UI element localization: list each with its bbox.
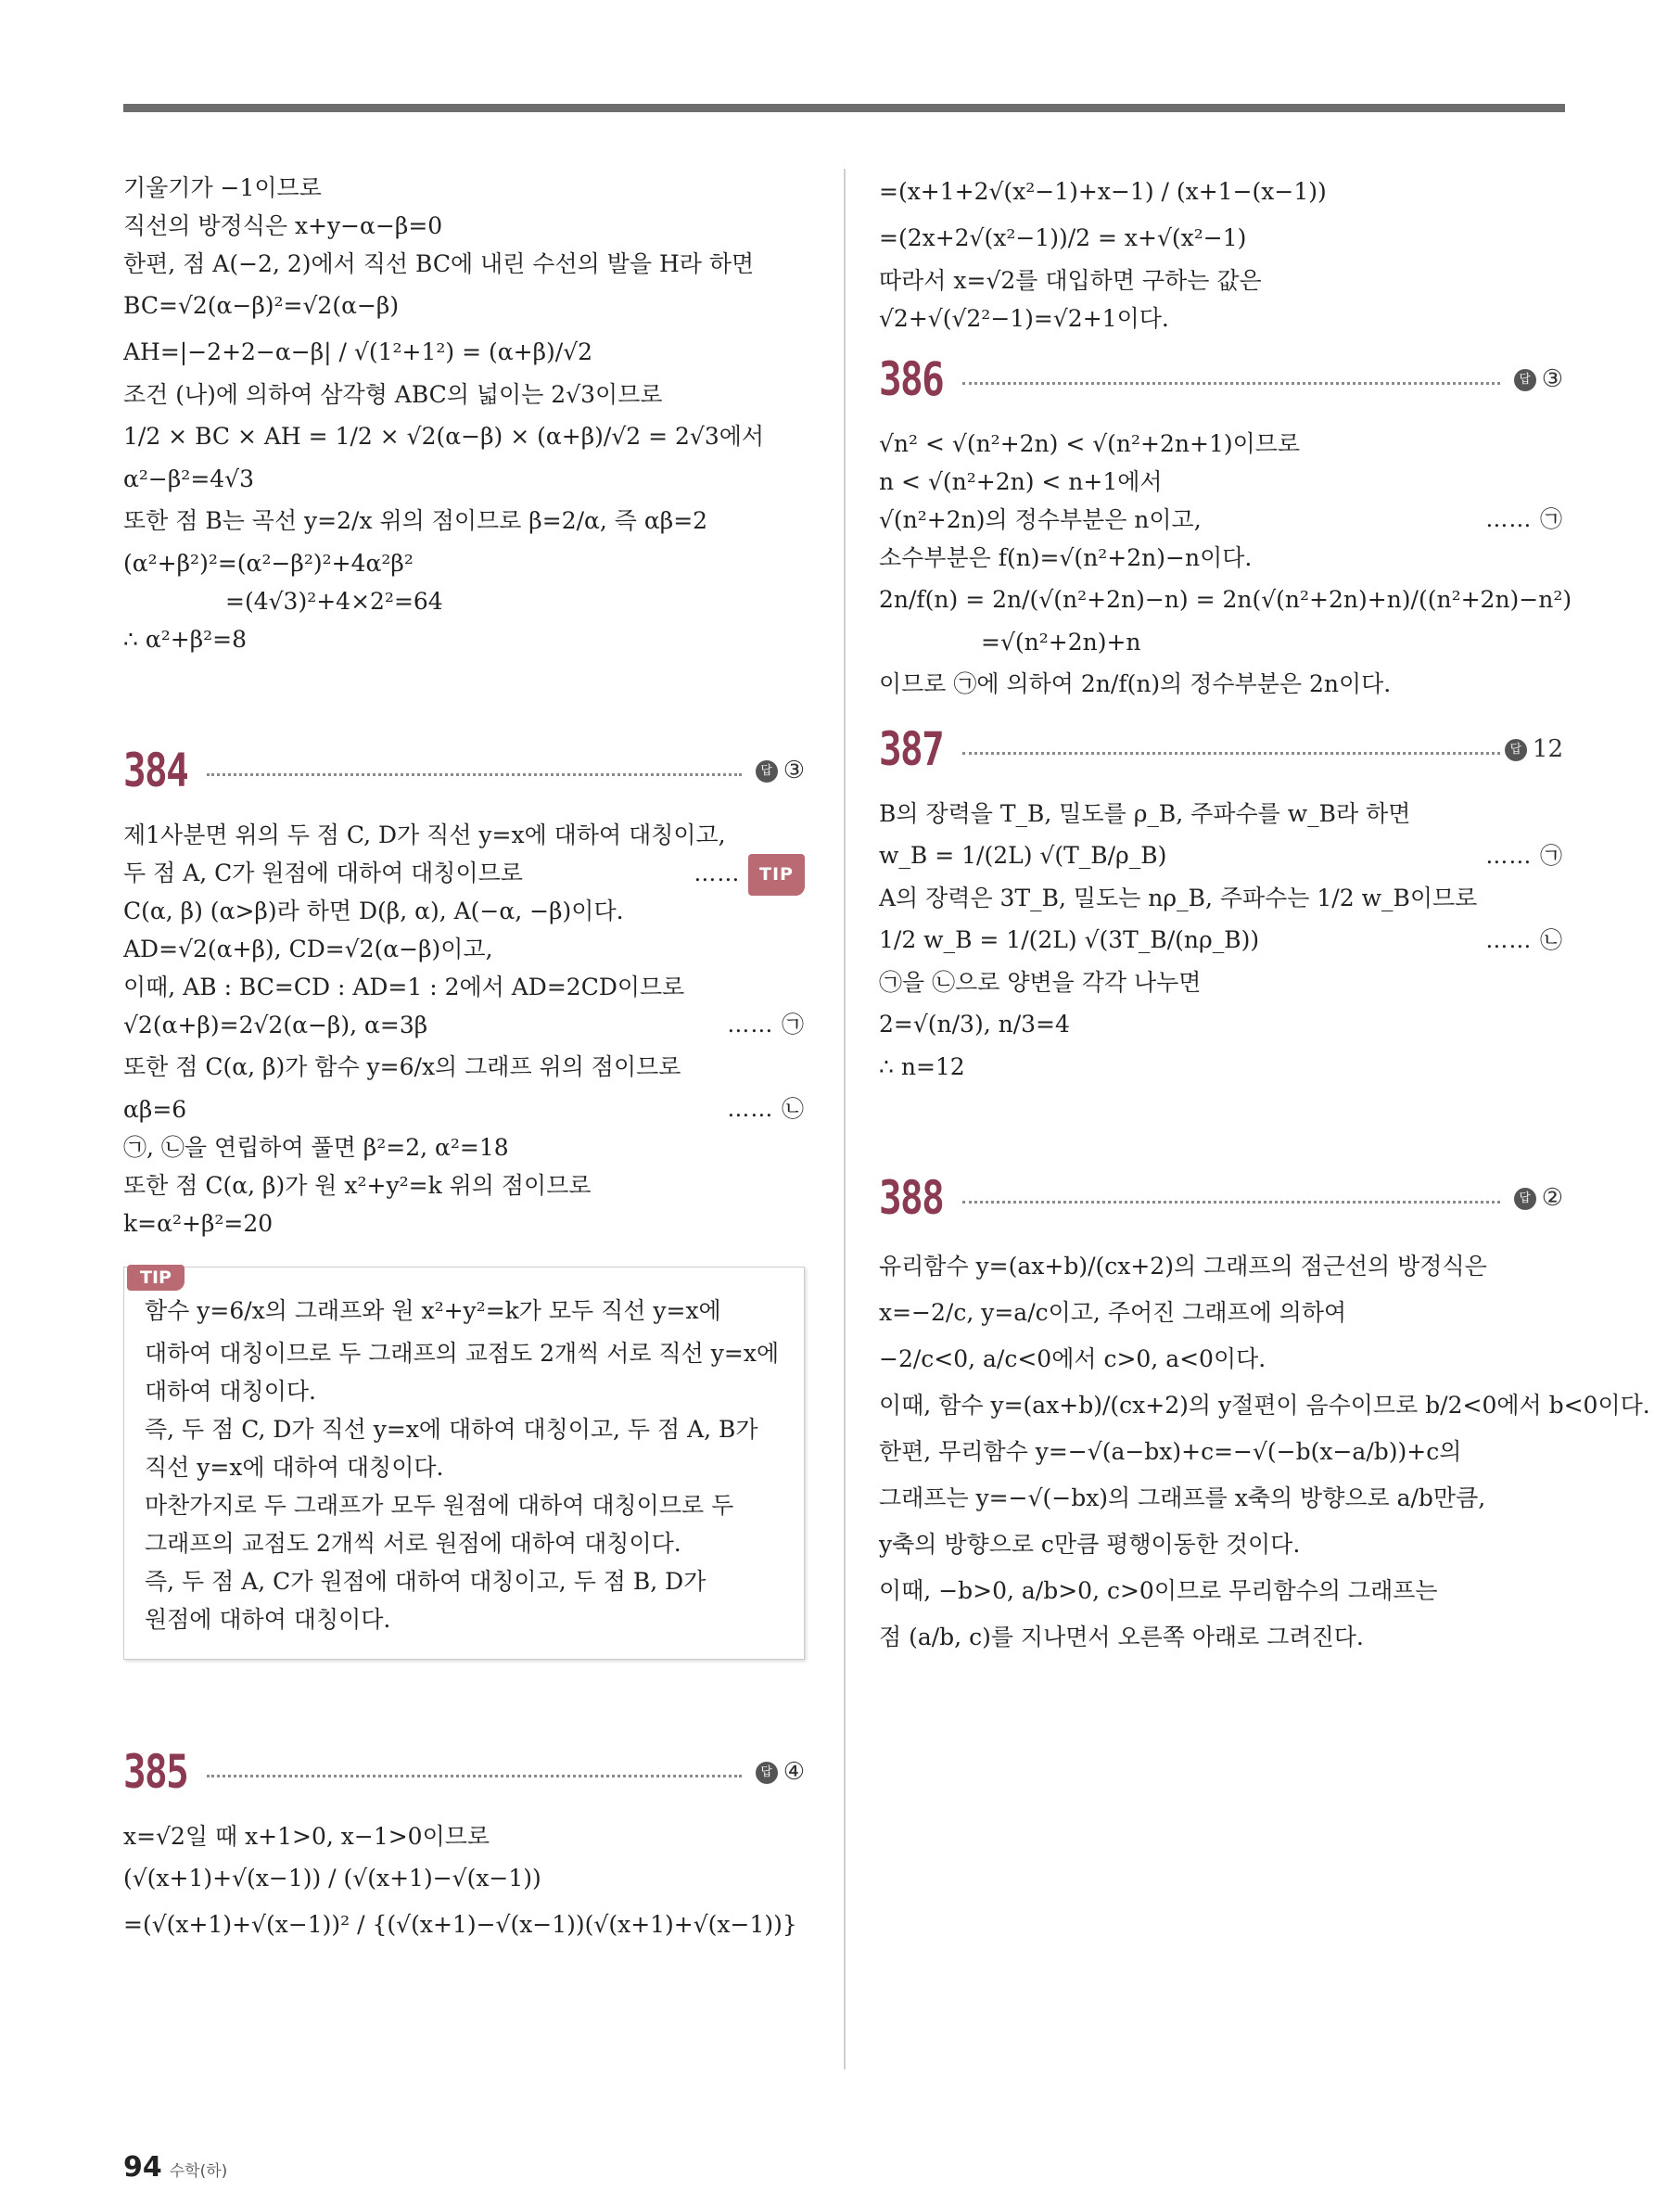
problem-386-header [879, 350, 1563, 415]
solution-line: =(√(x+1)+√(x−1))² / {(√(x+1)−√(x−1))(√(x+1)+√(x−1))} [123, 1911, 797, 1938]
solution-line: x=−2/c, y=a/c이고, 주어진 그래프에 의하여 [879, 1299, 1347, 1326]
problem-385-solution-continued [879, 169, 1563, 338]
leader-dots [207, 773, 742, 776]
tip-box-body [123, 1267, 805, 1660]
solution-line: √n² < √(n²+2n) < √(n²+2n+1)이므로 [879, 430, 1301, 457]
header-rule [123, 104, 1565, 112]
tip-box [123, 1267, 805, 1660]
solution-line: 점 (a/b, c)를 지나면서 오른쪽 아래로 그려진다. [879, 1624, 1364, 1650]
solution-line: 직선의 방정식은 x+y−α−β=0 [123, 212, 443, 239]
solution-line: AD=√2(α+β), CD=√2(α−β)이고, [123, 936, 493, 962]
problem-388-solution [879, 1243, 1650, 1661]
page-footer [123, 2151, 227, 2184]
solution-line: y축의 방향으로 c만큼 평행이동한 것이다. [879, 1531, 1301, 1558]
tip-line: 대하여 대칭이므로 두 그래프의 교점도 2개씩 서로 직선 y=x에 [145, 1340, 780, 1367]
tip-line: 마찬가지로 두 그래프가 모두 원점에 대하여 대칭이므로 두 [145, 1492, 734, 1519]
line-text: 1/2 w_B = 1/(2L) √(3T_B/(nρ_B)) [879, 926, 1260, 953]
answer-value: 12 [1532, 735, 1563, 763]
solution-line: 2n/f(n) = 2n/(√(n²+2n)−n) = 2n(√(n²+2n)+n)/((n²+2n)−n²) [879, 586, 1572, 613]
equation-marker: …… ㉠ [1485, 506, 1563, 532]
solution-line: 2=√(n/3), n/3=4 [879, 1011, 1070, 1038]
solution-line: BC=√2(α−β)²=√2(α−β) [123, 292, 400, 319]
tip-line: 직선 y=x에 대하여 대칭이다. [145, 1454, 444, 1481]
solution-line: 또한 점 C(α, β)가 원 x²+y²=k 위의 점이므로 [123, 1172, 592, 1199]
equation-marker: …… ㉡ [727, 1096, 805, 1122]
answer [1514, 365, 1563, 393]
problem-384-header [123, 742, 805, 807]
solution-line: α²−β²=4√3 [123, 465, 255, 492]
tip-line: 즉, 두 점 C, D가 직선 y=x에 대하여 대칭이고, 두 점 A, B가 [145, 1416, 758, 1443]
solution-line: 제1사분면 위의 두 점 C, D가 직선 y=x에 대하여 대칭이고, [123, 822, 726, 848]
solution-line: =(x+1+2√(x²−1)+x−1) / (x+1−(x−1)) [879, 178, 1327, 205]
answer [1514, 1184, 1563, 1212]
solution-line: 그래프는 y=−√(−bx)의 그래프를 x축의 방향으로 a/b만큼, [879, 1484, 1486, 1511]
tip-line: 원점에 대하여 대칭이다. [145, 1606, 391, 1633]
solution-line: 한편, 무리함수 y=−√(a−bx)+c=−√(−b(x−a/b))+c의 [879, 1438, 1462, 1465]
solution-line: 조건 (나)에 의하여 삼각형 ABC의 넓이는 2√3이므로 [123, 381, 663, 408]
tip-line: 그래프의 교점도 2개씩 서로 원점에 대하여 대칭이다. [145, 1530, 681, 1557]
problem-number: 384 [123, 744, 188, 797]
intro-solution [123, 169, 805, 658]
solution-line: =√(n²+2n)+n [981, 629, 1141, 656]
answer [1505, 735, 1563, 763]
solution-line: 한편, 점 A(−2, 2)에서 직선 BC에 내린 수선의 발을 H라 하면 [123, 250, 755, 277]
line-text: αβ=6 [123, 1096, 187, 1123]
solution-line: 1/2 × BC × AH = 1/2 × √2(α−β) × (α+β)/√2 = 2√3에서 [123, 423, 765, 450]
leader-dots [962, 382, 1500, 385]
problem-387-solution [879, 795, 1563, 1086]
tip-line: 함수 y=6/x의 그래프와 원 x²+y²=k가 모두 직선 y=x에 [145, 1297, 721, 1324]
solution-line [879, 501, 1563, 539]
solution-line: C(α, β) (α>β)라 하면 D(β, α), A(−α, −β)이다. [123, 898, 624, 924]
answer-icon: 답 [756, 1762, 778, 1784]
solution-line: 이때, AB : BC=CD : AD=1 : 2에서 AD=2CD이므로 [123, 974, 685, 1000]
solution-line: x=√2일 때 x+1>0, x−1>0이므로 [123, 1823, 490, 1850]
solution-line: =(4√3)²+4×2²=64 [225, 588, 443, 615]
answer-icon: 답 [1514, 1188, 1536, 1210]
answer-value: ③ [1541, 365, 1563, 393]
leader-dots [207, 1775, 742, 1777]
tip-line: 대하여 대칭이다. [145, 1378, 316, 1405]
equation-marker: …… ㉠ [1485, 843, 1563, 869]
solution-line: 또한 점 B는 곡선 y=2/x 위의 점이므로 β=2/α, 즉 αβ=2 [123, 507, 708, 534]
solution-line: B의 장력을 T_B, 밀도를 ρ_B, 주파수를 w_B라 하면 [879, 800, 1411, 827]
line-text: w_B = 1/(2L) √(T_B/ρ_B) [879, 842, 1167, 869]
solution-line: AH=|−2+2−α−β| / √(1²+1²) = (α+β)/√2 [123, 338, 593, 365]
solution-line [879, 833, 1563, 879]
problem-number: 386 [879, 352, 944, 406]
tip-line: 즉, 두 점 A, C가 원점에 대하여 대칭이고, 두 점 B, D가 [145, 1568, 706, 1595]
solution-line: ∴ α²+β²=8 [123, 626, 248, 653]
solution-line: (α²+β²)²=(α²−β²)²+4α²β² [123, 550, 414, 577]
line-text: √2(α+β)=2√2(α−β), α=3β [123, 1012, 428, 1038]
left-column [123, 169, 805, 1948]
solution-line: 이때, −b>0, a/b>0, c>0이므로 무리함수의 그래프는 [879, 1577, 1438, 1604]
problem-number: 388 [879, 1171, 944, 1225]
solution-line: 이때, 함수 y=(ax+b)/(cx+2)의 y절편이 음수이므로 b/2<0에서 b<0이다. [879, 1392, 1650, 1419]
line-text: 두 점 A, C가 원점에 대하여 대칭이므로 [123, 860, 523, 886]
leader-dots [962, 752, 1500, 755]
tip-box-tag: TIP [127, 1265, 185, 1291]
line-text: √(n²+2n)의 정수부분은 n이고, [879, 506, 1202, 533]
answer [756, 1758, 805, 1786]
solution-line [123, 854, 805, 892]
solution-line: ∴ n=12 [879, 1053, 965, 1080]
solution-line: 이므로 ㉠에 의하여 2n/f(n)의 정수부분은 2n이다. [879, 670, 1392, 697]
problem-385-header [123, 1743, 805, 1808]
page-number: 94 [123, 2151, 162, 2184]
tip-tag: TIP [748, 854, 805, 896]
answer-value: ② [1541, 1184, 1563, 1212]
solution-line: 유리함수 y=(ax+b)/(cx+2)의 그래프의 점근선의 방정식은 [879, 1253, 1487, 1280]
solution-line: ㉠을 ㉡으로 양변을 각각 나누면 [879, 969, 1202, 996]
answer-value: ④ [783, 1758, 805, 1786]
equation-marker: …… ㉡ [1485, 927, 1563, 953]
solution-line: 기울기가 −1이므로 [123, 174, 322, 201]
problem-384-solution [123, 816, 805, 1660]
solution-line: 또한 점 C(α, β)가 함수 y=6/x의 그래프 위의 점이므로 [123, 1053, 681, 1080]
solution-line: ㉠, ㉡을 연립하여 풀면 β²=2, α²=18 [123, 1134, 509, 1161]
solution-line: 소수부분은 f(n)=√(n²+2n)−n이다. [879, 544, 1253, 571]
solution-line: √2+√(√2²−1)=√2+1이다. [879, 305, 1169, 332]
leader-dots [962, 1201, 1500, 1204]
solution-line [123, 1006, 805, 1044]
solution-line: k=α²+β²=20 [123, 1210, 274, 1237]
tip-reference: …… TIP [694, 854, 805, 896]
problem-388-header [879, 1169, 1563, 1234]
right-column [879, 169, 1650, 1661]
answer [756, 757, 805, 784]
column-divider [844, 169, 846, 2070]
problem-387-header [879, 720, 1563, 785]
answer-icon: 답 [1514, 369, 1536, 391]
equation-marker: …… ㉠ [727, 1012, 805, 1038]
problem-385-solution [123, 1817, 805, 1948]
answer-value: ③ [783, 757, 805, 784]
solution-line: =(2x+2√(x²−1))/2 = x+√(x²−1) [879, 224, 1247, 251]
solution-line: −2/c<0, a/c<0에서 c>0, a<0이다. [879, 1345, 1266, 1372]
answer-icon: 답 [756, 760, 778, 783]
book-title: 수학(하) [169, 2162, 228, 2181]
solution-line: n < √(n²+2n) < n+1에서 [879, 468, 1163, 495]
solution-line [123, 1090, 805, 1128]
problem-number: 385 [123, 1745, 188, 1799]
solution-line [879, 917, 1563, 963]
problem-386-solution [879, 425, 1572, 707]
solution-line: A의 장력은 3T_B, 밀도는 nρ_B, 주파수는 1/2 w_B이므로 [879, 885, 1478, 911]
solution-line: (√(x+1)+√(x−1)) / (√(x+1)−√(x−1)) [123, 1865, 541, 1892]
problem-number: 387 [879, 722, 944, 776]
solution-line: 따라서 x=√2를 대입하면 구하는 값은 [879, 267, 1262, 294]
answer-icon: 답 [1505, 739, 1527, 761]
